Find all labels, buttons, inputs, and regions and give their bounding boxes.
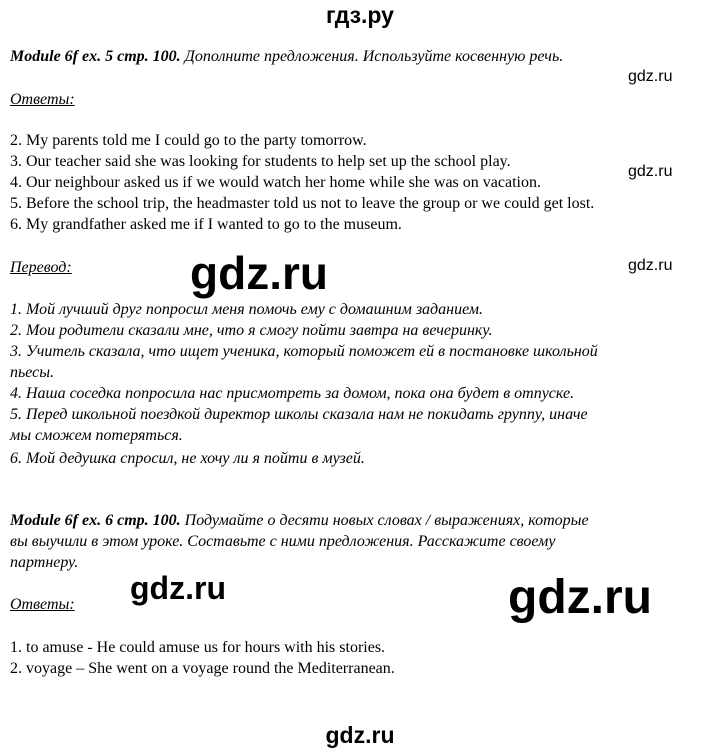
site-footer: gdz.ru [325,722,395,748]
ex6-answer-line: 1. to amuse - He could amuse us for hours with his stories. [10,639,386,656]
ex5-title-module: Module 6f ex. 5 стр. 100. [10,48,181,65]
ex5-answers-label: Ответы: [10,91,75,108]
ex5-translation-line: 6. Мой дедушка спросил, не хочу ли я пойти в музей. [10,450,365,467]
ex6-title [10,512,589,530]
watermark-large: gdz.ru [508,571,652,624]
ex6-title-line2: вы выучили в этом уроке. Составьте с ними предложения. Расскажите своему [10,533,556,550]
ex5-answer-line: 6. My grandfather asked me if I wanted to go to the museum. [10,216,402,233]
ex5-translation-line: мы сможем потеряться. [10,427,183,444]
ex5-translation-line: 2. Мои родители сказали мне, что я смогу пойти завтра на вечеринку. [10,322,493,339]
ex6-answers-label: Ответы: [10,596,75,613]
watermark-small: gdz.ru [628,68,673,85]
ex5-title-task: Дополните предложения. Используйте косвенную речь. [180,48,564,65]
ex5-translation-label: Перевод: [10,259,72,276]
ex5-translation-line: пьесы. [10,364,55,381]
ex5-translation-line: 5. Перед школьной поездкой директор школы сказала нам не покидать группу, иначе [10,406,588,423]
ex5-translation-line: 4. Наша соседка попросила нас присмотреть за домом, пока она будет в отпуске. [10,385,575,402]
ex5-title [10,48,563,66]
watermark-large: gdz.ru [190,247,328,299]
ex5-translation-line: 1. Мой лучший друг попросил меня помочь ему с домашним заданием. [10,301,483,318]
ex5-translation-line: 3. Учитель сказала, что ищет ученика, который поможет ей в постановке школьной [10,343,598,360]
ex5-answer-line: 4. Our neighbour asked us if we would watch her home while she was on vacation. [10,174,541,191]
watermark-small: gdz.ru [628,257,673,274]
ex6-answer-line: 2. voyage – She went on a voyage round the Mediterranean. [10,660,395,677]
watermark-medium: gdz.ru [130,570,226,606]
ex6-title-module: Module 6f ex. 6 стр. 100. [10,512,181,529]
site-header: гдз.ру [326,2,394,28]
ex6-title-line3: партнеру. [10,554,79,571]
ex5-answer-line: 2. My parents told me I could go to the party tomorrow. [10,132,367,149]
ex5-answer-line: 5. Before the school trip, the headmaster told us not to leave the group or we could get lost. [10,195,595,212]
watermark-small: gdz.ru [628,163,673,180]
ex6-title-task: Подумайте о десяти новых словах / выражениях, которые [180,512,589,529]
ex5-answer-line: 3. Our teacher said she was looking for students to help set up the school play. [10,153,511,170]
